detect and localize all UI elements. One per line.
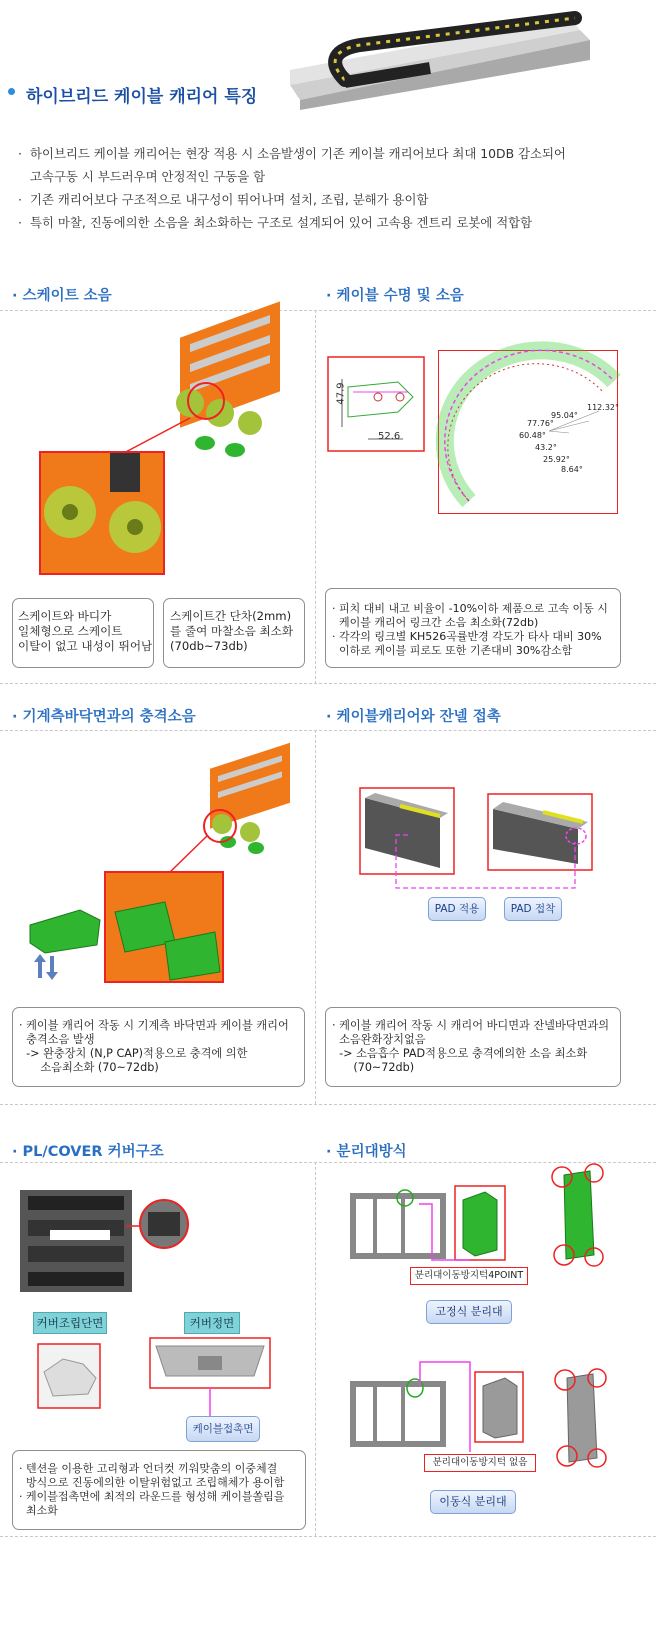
box-line: (70db~73db) — [170, 639, 248, 653]
section-title-channel-contact: · 케이블캐리어와 잔넬 접촉 — [326, 709, 501, 725]
box-line: · 각각의 링크별 KH526곡률반경 각도가 타사 대비 30% — [332, 630, 602, 643]
skate-zoom-image — [40, 452, 164, 574]
section-title-cover-structure: · PL/COVER 커버구조 — [12, 1144, 164, 1160]
box-line: · 케이블접촉면에 최적의 라운드를 형성해 케이블쏠림을 — [19, 1490, 285, 1503]
box-line: 소음완화장치없음 — [332, 1033, 426, 1046]
intro-item: · 하이브리드 케이블 캐리어는 현장 적용 시 소음발생이 기존 케이블 캐리어보다 최대 10DB 감소되어 — [18, 142, 628, 165]
pad-apply-label: PAD 적용 — [428, 897, 486, 921]
section-title-impact-noise: · 기계측바닥면과의 충격소음 — [12, 709, 196, 725]
cover-front-label: 커버정면 — [184, 1312, 240, 1334]
box-line: 최소화 — [19, 1504, 58, 1517]
section-divider — [0, 683, 656, 684]
cable-carrier-hero-image — [290, 10, 590, 110]
movable-separator-zoom-image — [475, 1372, 523, 1442]
section-title-cable-life: · 케이블 수명 및 소음 — [326, 288, 464, 304]
page-title: 하이브리드 케이블 캐리어 특징 — [26, 87, 258, 107]
box-line: 충격소음 발생 — [19, 1033, 95, 1046]
fixed-separator-zoom-image — [455, 1186, 505, 1260]
angle-label: 60.48° — [519, 431, 546, 440]
column-divider — [315, 730, 316, 1104]
section-title-skate: · 스케이트 소음 — [12, 288, 112, 304]
cable-contact-surface-label: 케이블접촉면 — [186, 1416, 260, 1442]
cover-front-image — [150, 1338, 270, 1388]
channel-right-image — [488, 794, 592, 870]
cover-section-image — [38, 1344, 100, 1408]
box-line: 를 줄여 마찰소음 최소화 — [170, 624, 294, 638]
intro-item: · 특히 마찰, 진동에의한 소음을 최소화하는 구조로 설계되어 있어 고속용 겐트리 로봇에 적합함 — [18, 211, 628, 234]
movable-separator-frame-image — [353, 1378, 443, 1448]
movable-separator-part-image — [553, 1368, 613, 1468]
dim-height-label: 47.9 — [335, 382, 347, 405]
skate-info-box-2 — [163, 598, 305, 668]
impact-carrier-image — [200, 752, 310, 852]
pad-attach-label: PAD 접착 — [504, 897, 562, 921]
box-line: · 케이블 캐리어 작동 시 캐리어 바디면과 잔넬바닥면과의 — [332, 1019, 610, 1032]
impact-zoom-image — [105, 872, 223, 982]
channel-left-image — [360, 788, 454, 874]
section-divider — [0, 1162, 656, 1163]
box-line: -> 소음흡수 PAD적용으로 충격에의한 소음 최소화 — [332, 1047, 588, 1060]
separator-stopper-4point-callout: 분리대이동방지턱4POINT — [410, 1267, 528, 1285]
box-line: 스케이트와 바디가 — [18, 609, 112, 623]
angle-label: 43.2° — [535, 443, 557, 452]
intro-item: · 기존 캐리어보다 구조적으로 내구성이 뛰어나며 설치, 조립, 분해가 용이함 — [18, 188, 628, 211]
box-line: · 케이블 캐리어 작동 시 기계측 바닥면과 케이블 캐리어 — [19, 1019, 289, 1032]
angle-label: 8.64° — [561, 465, 583, 474]
box-line: 방식으로 진동에의한 이탈위험없고 조립해체가 용이함 — [19, 1476, 285, 1489]
skate-info-box-1 — [12, 598, 154, 668]
skate-carrier-image — [160, 325, 320, 465]
box-line: 일체형으로 스케이트 — [18, 624, 123, 638]
box-line: 이하로 케이블 피로도 또한 기존대비 30%감소함 — [332, 644, 573, 657]
separator-no-stopper-callout: 분리대이동방지턱 없음 — [424, 1454, 536, 1472]
fixed-separator-part-image — [550, 1165, 610, 1265]
angle-label: 25.92° — [543, 455, 570, 464]
box-line: · 텐션을 이용한 고리형과 언더컷 끼워맞춤의 이중체결 — [19, 1462, 278, 1475]
fixed-separator-label: 고정식 분리대 — [426, 1300, 512, 1324]
fixed-separator-frame-image — [353, 1190, 443, 1260]
box-line: 스케이트간 단차(2mm) — [170, 609, 292, 623]
cap-part-icon — [25, 905, 105, 955]
header-bullet-icon — [8, 88, 15, 95]
angle-label: 112.32° — [587, 403, 619, 412]
section-divider — [0, 310, 656, 311]
box-line: · 피치 대비 내고 비율이 -10%이하 제품으로 고속 이동 시 — [332, 602, 608, 615]
movable-separator-label: 이동식 분리대 — [430, 1490, 516, 1514]
box-line: 케이블 캐리어 링크간 소음 최소화(72db) — [332, 616, 539, 629]
curvature-drawing — [438, 350, 618, 514]
section-divider — [0, 730, 656, 731]
cover-section-label: 커버조립단면 — [33, 1312, 107, 1334]
cover-carrier-image — [20, 1190, 132, 1292]
intro-item-continued: 고속구동 시 부드러우며 안정적인 구동을 함 — [30, 169, 266, 184]
intro-list — [18, 142, 628, 234]
box-line: (70~72db) — [332, 1061, 415, 1074]
cable-life-info-box — [325, 588, 621, 668]
impact-info-box — [12, 1007, 305, 1087]
column-divider — [315, 1162, 316, 1536]
cover-info-box — [12, 1450, 306, 1530]
section-divider — [0, 1536, 656, 1537]
dim-width-label: 52.6 — [378, 431, 401, 442]
box-line: 이탈이 없고 내성이 뛰어남 — [18, 639, 153, 653]
channel-contact-info-box — [325, 1007, 621, 1087]
section-title-separator-method: · 분리대방식 — [326, 1144, 407, 1160]
cover-zoom-image — [126, 1196, 186, 1256]
up-down-arrow-icon — [34, 954, 58, 980]
movable-separator-connector — [0, 0, 1, 1]
angle-label: 95.04° — [551, 411, 578, 420]
box-line: 소음최소화 (70~72db) — [19, 1061, 159, 1074]
section-divider — [0, 1104, 656, 1105]
angle-label: 77.76° — [527, 419, 554, 428]
box-line: -> 완충장치 (N,P CAP)적용으로 충격에 의한 — [19, 1047, 248, 1060]
